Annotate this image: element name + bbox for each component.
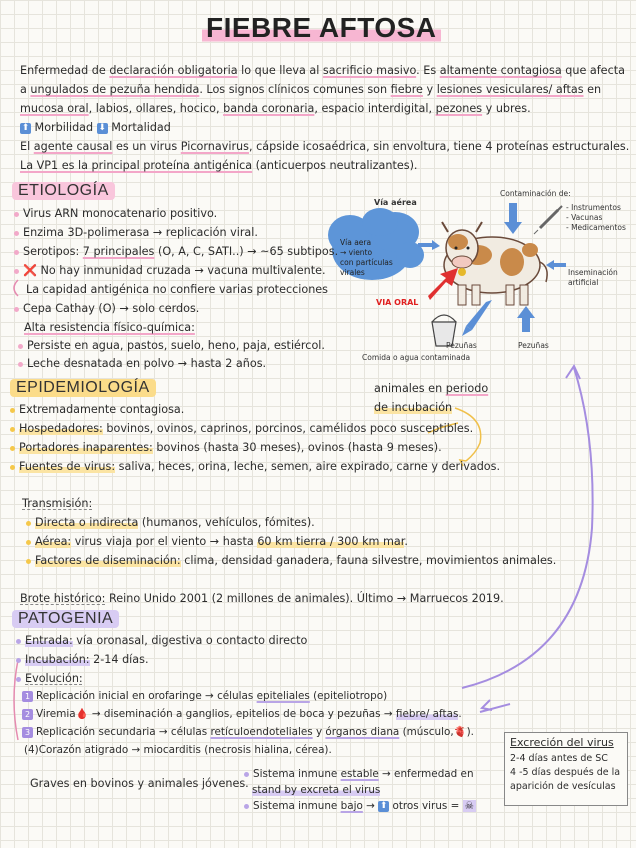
etiologia-item: La capidad antigénica no confiere varias protecciones [26, 283, 329, 296]
transmision-item: Factores de diseminación: clima, densidad ganadera, fauna silvestre, movimientos animales. [26, 554, 556, 568]
epidemiologia-item: Fuentes de virus: saliva, heces, orina, leche, semen, aire expirado, carne y derivados. [10, 460, 500, 474]
intro-line-1: Enfermedad de declaración obligatoria lo que lleva al sacrificio masivo. Es altamente contagiosa que afecta [20, 64, 625, 77]
diagram-contaminacion: Contaminación de: [500, 189, 571, 198]
etiologia-subheading: Alta resistencia físico-química: [24, 321, 195, 334]
section-header-epidemiologia: EPIDEMIOLOGÍA [10, 379, 156, 397]
patogenia-item: Evolución: [16, 672, 83, 686]
etiologia-item: Enzima 3D-polimerasa → replicación viral. [14, 226, 258, 240]
up-arrow-icon: ⬆ [379, 800, 388, 811]
graves-note: Graves en bovinos y animales jóvenes. [30, 777, 249, 790]
diagram-contaminacion-list: - Instrumentos - Vacunas - Medicamentos [566, 203, 626, 232]
purple-arrowhead [566, 366, 580, 379]
patogenia-step-3: 3 Replicación secundaria → células retículoendoteliales y órganos diana (músculo,🫀). [22, 726, 474, 739]
diagram-comida: Comida o agua contaminada [362, 353, 471, 362]
blood-drop-icon: 🩸 [75, 708, 89, 720]
etiologia-item: Leche desnatada en polvo → hasta 2 años. [18, 357, 266, 371]
diagram-inseminacion: Inseminación artificial [568, 268, 618, 287]
intro-line-5: El agente causal es un virus Picornavirus, cápside icosaédrica, sin envoltura, tiene 4 proteínas estructurales. [20, 140, 630, 153]
sistema-inmune-3: Sistema inmune bajo → ⬆ otros virus = ☠ [244, 800, 476, 813]
bracket-line [14, 280, 18, 296]
patogenia-step-2: 2 Viremia🩸 → diseminación a ganglios, epitelios de boca y pezuñas → fiebre/ aftas. [22, 708, 462, 721]
intro-line-2: a ungulados de pezuña hendida. Los signos clínicos comunes son fiebre y lesiones vesiculares/ aftas en [20, 83, 602, 96]
diagram-via-oral: VIA ORAL [376, 298, 419, 307]
section-header-etiologia: ETIOLOGÍA [12, 182, 115, 200]
patogenia-step-1: 1 Replicación inicial en orofaringe → células epiteliales (epiteliotropo) [22, 690, 387, 703]
diagram-pezunas-1: Pezuñas [446, 341, 477, 350]
section-header-patogenia: PATOGENIA [12, 610, 119, 628]
via-oral-arrow [428, 268, 458, 300]
up-arrow-icon: ⬆ [21, 122, 30, 133]
intro-line-4: ⬆ Morbilidad ⬇ Mortalidad [21, 121, 171, 134]
cross-icon: ❌ [23, 264, 37, 277]
etiologia-item: Serotipos: 7 principales (O, A, C, SATI..) → ~65 subtipos. [14, 245, 338, 259]
patogenia-item: Incubación: 2-14 días. [16, 653, 149, 667]
diagram-cloud-text: Vía aera → viento con partículas virales [340, 238, 393, 277]
intro-line-3: mucosa oral, labios, ollares, hocico, banda coronaria, espacio interdigital, pezones y ubres. [20, 102, 531, 115]
cow-icon [442, 222, 547, 305]
brote-historico: Brote histórico: Reino Unido 2001 (2 millones de animales). Último → Marruecos 2019. [20, 592, 504, 605]
epidemiologia-item: Portadores inaparentes: bovinos (hasta 30 meses), ovinos (hasta 9 meses). [10, 441, 442, 455]
transmision-item: Aérea: virus viaja por el viento → hasta 60 km tierra / 300 km mar. [26, 535, 408, 549]
heart-icon: 🫀 [453, 726, 467, 738]
epidemiologia-side-note: animales en periodo [374, 382, 489, 395]
etiologia-item: Virus ARN monocatenario positivo. [14, 207, 217, 221]
intro-line-6: La VP1 es la principal proteína antigénica (anticuerpos neutralizantes). [20, 159, 418, 172]
etiologia-item: Persiste en agua, pastos, suelo, heno, paja, estiércol. [18, 339, 325, 353]
syringe-icon [534, 206, 562, 234]
etiologia-item: ❌ No hay inmunidad cruzada → vacuna multivalente. [14, 264, 326, 278]
skull-icon: ☠ [464, 800, 474, 812]
sistema-inmune-1: Sistema inmune estable → enfermedad en [244, 768, 474, 781]
transmision-item: Directa o indirecta (humanos, vehículos, fómites). [26, 516, 315, 530]
purple-arrow [462, 368, 593, 688]
patogenia-item: Entrada: vía oronasal, digestiva o contacto directo [16, 634, 307, 648]
diagram-pezunas-2: Pezuñas [518, 341, 549, 350]
page-title: FIEBRE AFTOSA [202, 12, 441, 44]
patogenia-step-4: (4)Corazón atigrado → miocarditis (necrosis hialina, cérea). [24, 744, 332, 756]
epidemiologia-item: Hospedadores: bovinos, ovinos, caprinos, porcinos, camélidos poco susceptibles. [10, 422, 473, 436]
transmision-heading: Transmisión: [22, 497, 93, 510]
etiologia-item: Cepa Cathay (O) → solo cerdos. [14, 302, 199, 316]
down-arrow-icon: ⬇ [98, 122, 106, 133]
excrecion-text: 2-4 días antes de SC 4 -5 días después de la aparición de vesículas [510, 753, 621, 792]
sistema-inmune-2: stand by excreta el virus [252, 784, 381, 796]
diagram-via-aerea: Vía aérea [374, 198, 417, 207]
excrecion-title: Excreción del virus [510, 736, 614, 749]
epidemiologia-item: Extremadamente contagiosa. [10, 403, 184, 417]
epidemiologia-side-note: de incubación [374, 401, 453, 414]
